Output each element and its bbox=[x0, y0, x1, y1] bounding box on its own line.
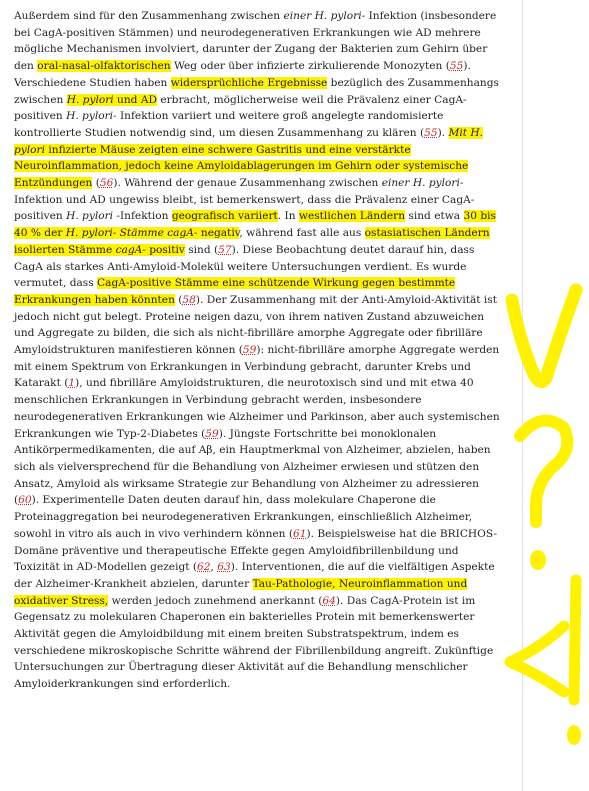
text-run: erbracht, möglicherweise weil die Prävalenz einer CagA-positiven bbox=[14, 93, 467, 123]
citation-link[interactable]: 55 bbox=[449, 60, 464, 73]
margin-divider bbox=[522, 0, 523, 791]
pen-scribble-exclamation-icon bbox=[574, 580, 576, 700]
text-run: ). Diese Beobachtung deutet darauf hin, dass CagA als starkes Anti-Amyloid-Molekül weitere Untersuchungen verdient. Es wurde vermutet, dass bbox=[14, 243, 475, 290]
text-run: sind ( bbox=[184, 243, 219, 256]
text-run: Weg oder über infizierte zirkulierende Monozyten ( bbox=[170, 60, 450, 73]
italic-run: einer H. pylori- bbox=[283, 10, 366, 22]
text-run: , während fast alle aus bbox=[239, 227, 365, 240]
highlighted-italic-run: Mit H. pylori bbox=[14, 126, 483, 156]
text-run: ). Der Zusammenhang mit der Anti-Amyloid-Aktivität ist jedoch nicht gut belegt. Proteine neigen dazu, von ihrem nativen Zustand abzuweichen und Aggregate zu bilden, die sich als nicht-fibrilläre amorphe Aggregate oder fibrilläre Amyloidstrukturen manifestieren können ( bbox=[14, 293, 498, 357]
highlighted-italic-run: cagA- bbox=[115, 243, 146, 256]
citation-link[interactable]: 59 bbox=[242, 344, 257, 357]
text-run: ). Das CagA-Protein ist im Gegensatz zu molekularen Chaperonen ein bakterielles Protein mit bemerkenswerter Aktivität gegen die Amyloidbildung mit einem breiten Substratspektrum, indem es verschiedene mikroskopische Schritte während der Fibrillenbildung angreift. Zukünftige Untersuchungen zur Übertragung dieser Aktivität auf die Behandlung menschlicher Amyloiderkrankungen sind erforderlich. bbox=[14, 594, 494, 691]
pen-scribble-question-icon bbox=[520, 421, 567, 522]
text-run: werden jedoch zunehmend anerkannt ( bbox=[108, 594, 323, 607]
highlighted-run: westlichen Ländern bbox=[298, 210, 406, 223]
highlighted-run: Tau-Pathologie, Neuroinflammation und oxidativer Stress, bbox=[14, 577, 468, 607]
pen-scribble-caret-icon bbox=[510, 626, 564, 692]
text-run: Außerdem sind für den Zusammenhang zwischen bbox=[14, 10, 284, 22]
italic-run: H. pylori- bbox=[66, 110, 117, 123]
text-run: ). Beispielsweise hat die BRICHOS-Domäne präventive und therapeutische Effekte gegen Amyloidfibrillenbildung und Toxizität in AD-Modellen gezeigt ( bbox=[14, 527, 498, 574]
text-run: ( bbox=[174, 293, 183, 306]
citation-link[interactable]: 58 bbox=[182, 293, 196, 306]
citation-link[interactable]: 64 bbox=[322, 594, 336, 607]
text-run: ). bbox=[437, 126, 449, 139]
highlighted-run: ostasiatischen Ländern isolierten Stämme bbox=[14, 227, 490, 256]
citation-link[interactable]: 60 bbox=[18, 494, 32, 507]
citation-link[interactable]: 63 bbox=[217, 561, 231, 574]
highlighted-run: negativ bbox=[197, 227, 240, 240]
text-run: ). Experimentelle Daten deuten darauf hin, dass molekulare Chaperone die Proteinaggregation bei neurodegenerativen Erkrankungen, einschließlich Alzheimer, sowohl in vitro als auch in vivo verhindern können ( bbox=[14, 494, 473, 540]
text-run: ). Während der genaue Zusammenhang zwischen bbox=[113, 177, 382, 190]
text-run: sind etwa bbox=[405, 210, 464, 223]
highlighted-run: oral-nasal-olfaktorischen bbox=[37, 60, 171, 73]
text-run: -Infektion bbox=[113, 210, 172, 223]
italic-run: einer H. pylori- bbox=[381, 177, 464, 190]
text-run: ), und fibrilläre Amyloidstrukturen, die neurotoxisch sind und mit etwa 40 menschlichen Erkrankungen in Verbindung gebracht werden, insbesondere neurodegenerativen Erkrankungen wie Alzheimer und Parkinson, aber auch systemischen Erkrankungen wie Typ-2-Diabetes ( bbox=[14, 377, 500, 440]
highlighted-run: geografisch variiert bbox=[171, 210, 278, 223]
body-paragraph bbox=[14, 8, 504, 693]
highlighted-italic-run: H. pylori bbox=[66, 93, 114, 106]
highlighted-run: CagA-positive Stämme eine schützende Wirkung gegen bestimmte Erkrankungen haben könnten bbox=[14, 277, 456, 306]
pen-scribble-question-dot-icon bbox=[530, 550, 546, 570]
citation-link[interactable]: 56 bbox=[99, 177, 114, 190]
citation-link[interactable]: 59 bbox=[205, 427, 219, 440]
citation-link[interactable]: 62 bbox=[197, 561, 211, 574]
text-run: Infektion und AD ungewiss bleibt, ist bemerkenswert, dass die Prävalenz einer CagA-positiven bbox=[14, 193, 475, 223]
citation-link[interactable]: 61 bbox=[293, 527, 307, 540]
text-run: bezüglich des Zusammenhangs zwischen bbox=[14, 76, 499, 106]
text-run: , bbox=[210, 561, 218, 574]
text-run: ). Jüngste Fortschritte bei monoklonalen Antikörpermedikamenten, die auf Aβ, ein Hauptmerkmal von Alzheimer, abzielen, haben sich als vielversprechend für die Behandlung von Alzheimer erwiesen und stützen den Ansatz, Amyloid als wirksame Strategie zur Behandlung von Alzheimer zu adressieren ( bbox=[14, 427, 491, 507]
highlighted-run: und AD bbox=[113, 93, 157, 106]
highlighted-italic-run: H. pylori- Stämme cagA- bbox=[65, 227, 198, 240]
text-run: ). Verschiedene Studien haben bbox=[14, 60, 471, 89]
text-run: Infektion (insbesondere bei CagA-positiven Stämmen) und neurodegenerativen Erkrankungen wie AD mehrere mögliche Mechanismen involviert, darunter der Zugang der Bakterien zum Gehirn über den bbox=[14, 10, 497, 73]
highlighted-run: infizierte Mäuse zeigten eine schwere Gastritis und eine verstärkte Neuroinflammation, jedoch keine Amyloidablagerungen im Gehirn oder systemische Entzündungen bbox=[14, 143, 469, 190]
citation-link[interactable]: 55 bbox=[424, 126, 438, 139]
citation-link[interactable]: 57 bbox=[218, 243, 232, 256]
text-run: . In bbox=[277, 210, 299, 223]
text-run: Infektion variiert und weitere groß angelegte randomisierte kontrollierte Studien notwendig sind, um diesen Zusammenhang zu klären ( bbox=[14, 110, 444, 139]
highlighted-run: widersprüchliche Ergebnisse bbox=[170, 76, 328, 89]
pen-scribble-exclamation-dot-icon bbox=[567, 725, 581, 745]
text-run: ): nicht-fibrilläre amorphe Aggregate werden mit einem Spektrum von Erkrankungen in Verbindung gebracht, darunter Krebs und Katarakt ( bbox=[14, 344, 500, 390]
highlighted-run: 30 bis 40 % der bbox=[14, 210, 496, 240]
text-run: ( bbox=[92, 177, 100, 190]
text-run: ). Interventionen, die auf die vielfältigen Aspekte der Alzheimer-Krankheit abzielen, darunter bbox=[14, 561, 495, 590]
italic-run: H. pylori bbox=[66, 210, 114, 223]
citation-link[interactable]: 1 bbox=[68, 377, 76, 390]
highlighted-run: positiv bbox=[145, 243, 185, 256]
